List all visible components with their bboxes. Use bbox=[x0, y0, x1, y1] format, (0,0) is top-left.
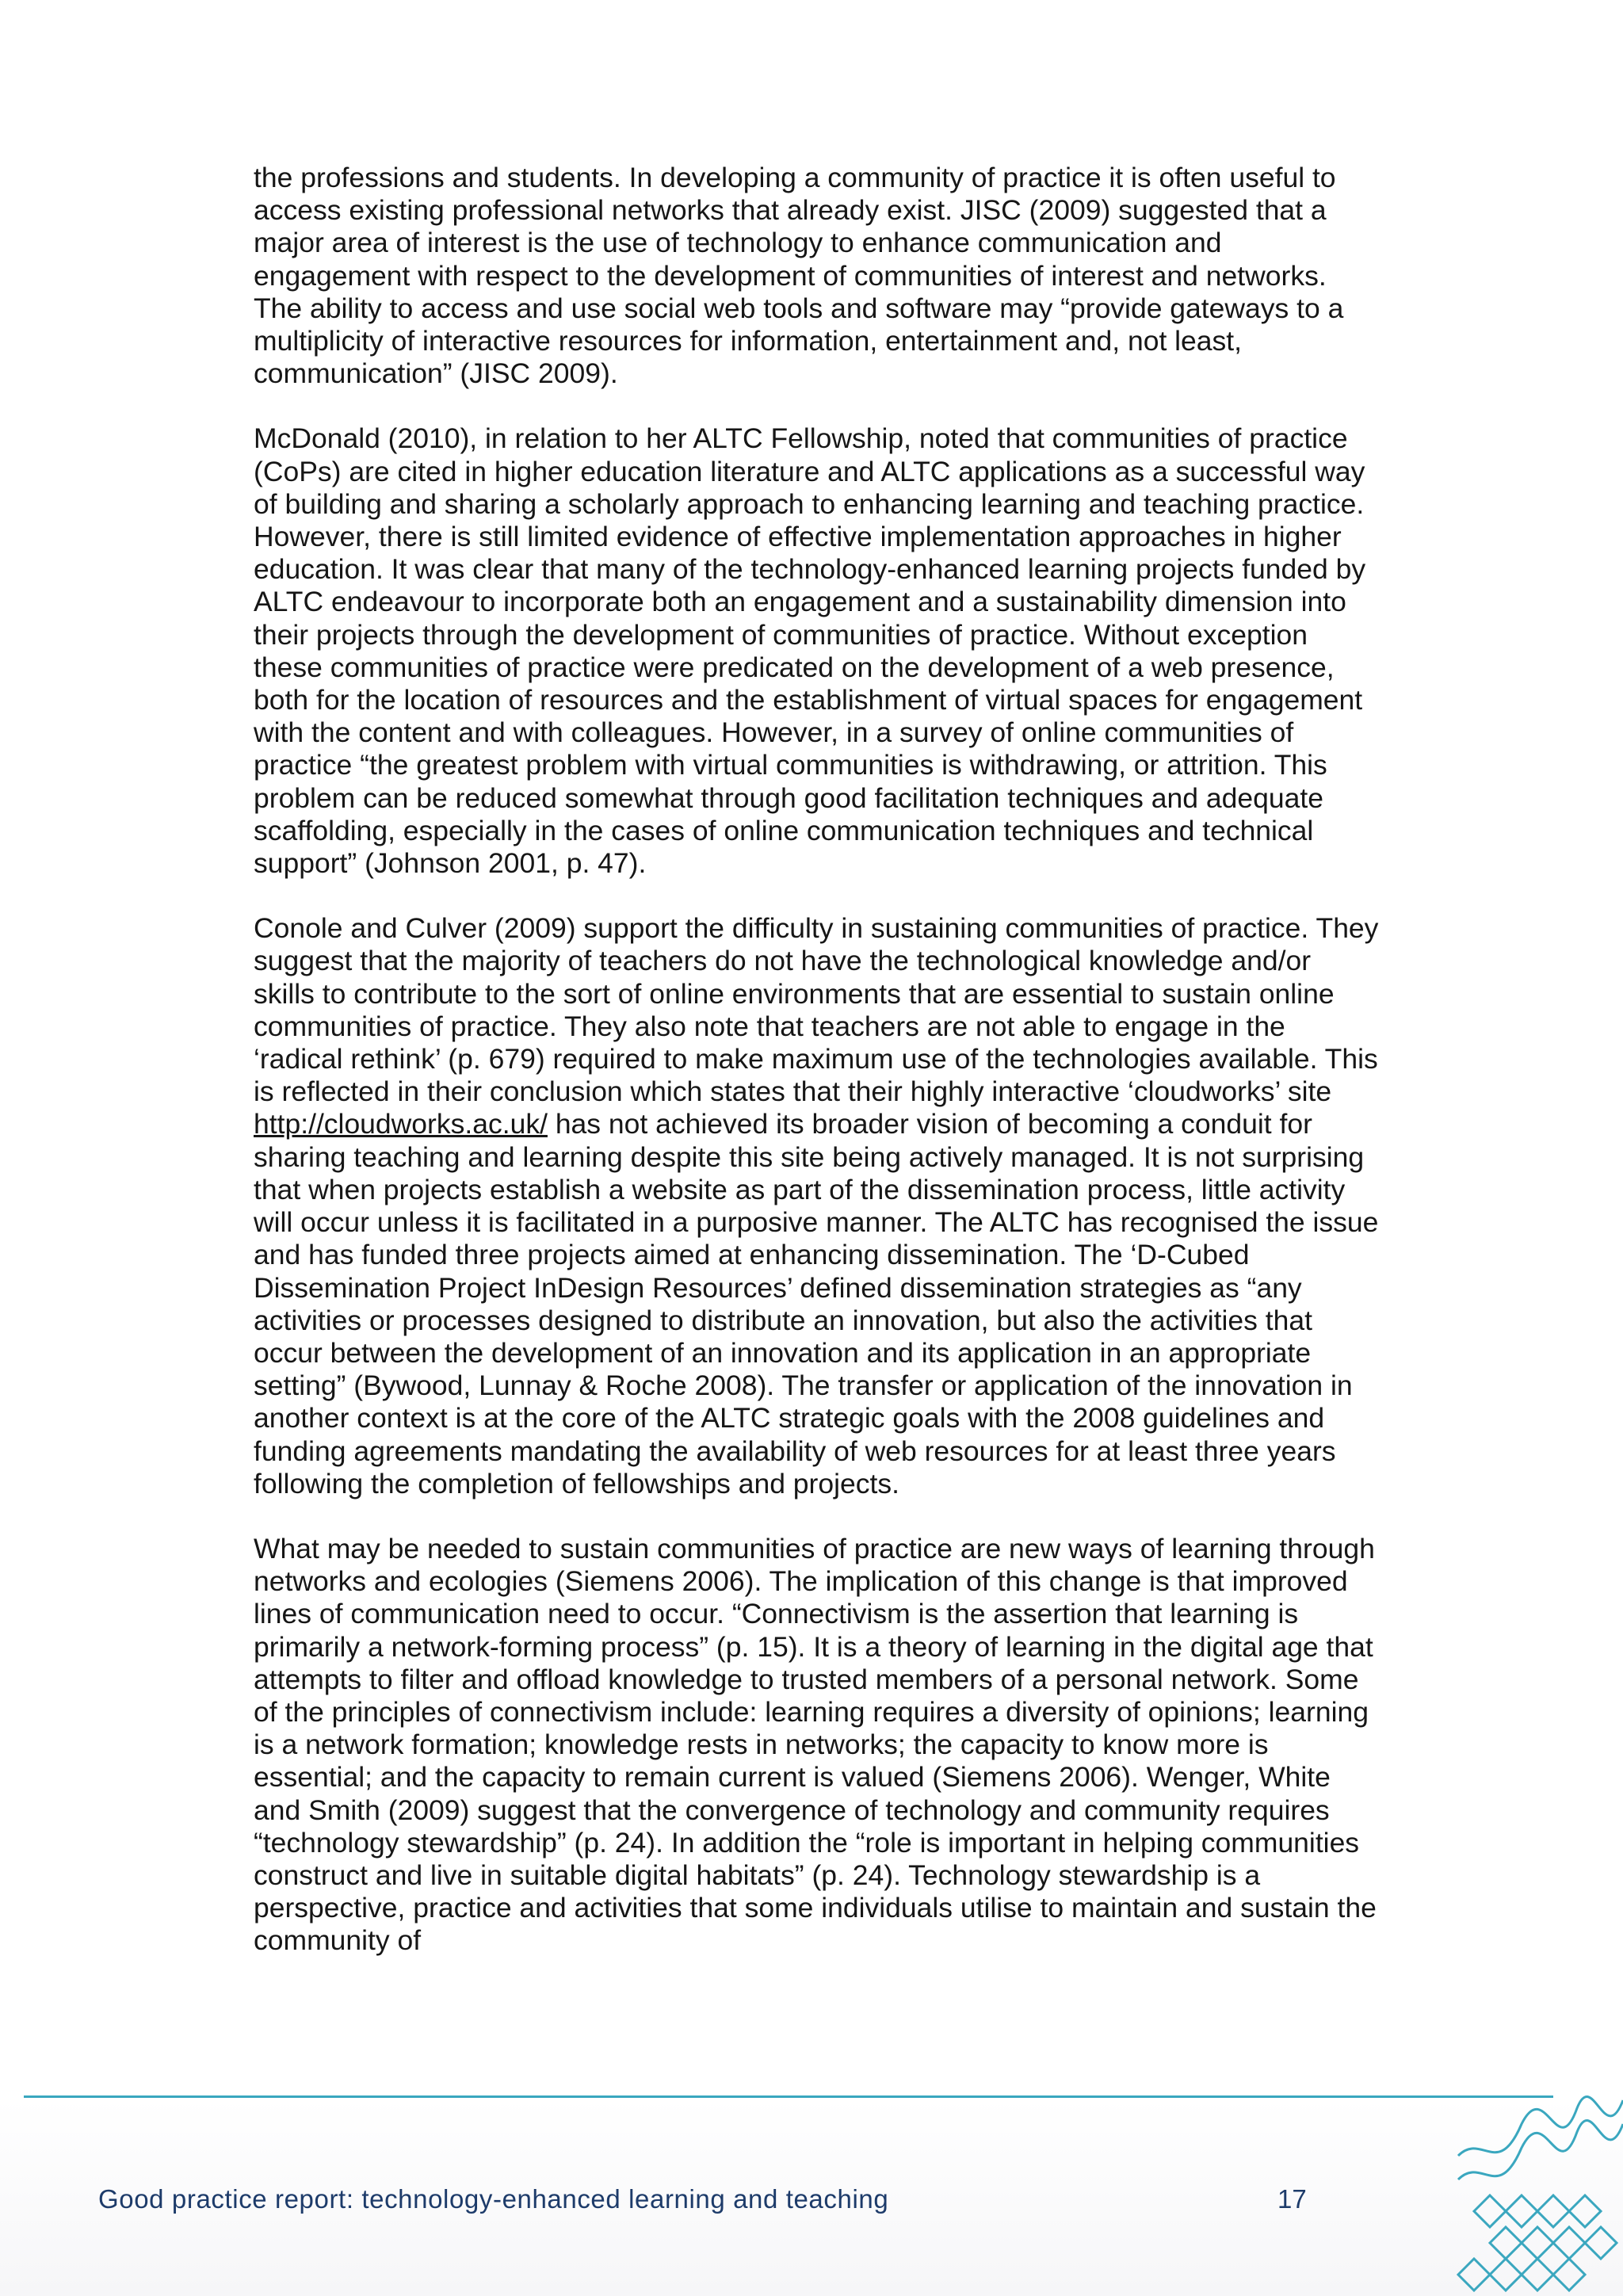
paragraph-3 bbox=[254, 912, 1379, 1500]
page-number: 17 bbox=[1277, 2184, 1307, 2214]
paragraph-2: McDonald (2010), in relation to her ALTC Fellowship, noted that communities of practice (CoPs) are cited in higher education literature and ALTC applications as a successful way of building and sharing a scholarly approach to enhancing learning and teaching practice. However, there is still limited evidence of effective implementation approaches in higher education. It was clear that many of the technology-enhanced learning projects funded by ALTC endeavour to incorporate both an engagement and a sustainability dimension into their projects through the development of communities of practice. Without exception these communities of practice were predicated on the development of a web presence, both for the location of resources and the establishment of virtual spaces for engagement with the content and with colleagues. However, in a survey of online communities of practice “the greatest problem with virtual communities is withdrawing, or attrition. This problem can be reduced somewhat through good facilitation techniques and adequate scaffolding, especially in the cases of online communication techniques and technical support” (Johnson 2001, p. 47). bbox=[254, 422, 1366, 880]
footer-rule bbox=[24, 2095, 1553, 2098]
paragraph-1: the professions and students. In developing a community of practice it is often useful to access existing professional networks that already exist. JISC (2009) suggested that a major area of interest is the use of technology to enhance communication and engagement with respect to the development of communities of interest and networks. The ability to access and use social web tools and software may “provide gateways to a multiplicity of interactive resources for information, entertainment and, not least, communication” (JISC 2009). bbox=[254, 162, 1344, 390]
paragraph-3-text-before: Conole and Culver (2009) support the difficulty in sustaining communities of practice. They suggest that the majority of teachers do not have the technological knowledge and/or skills to contribute to the sort of online environments that are essential to sustain online communities of practice. They also note that teachers are not able to engage in the ‘radical rethink’ (p. 679) required to make maximum use of the technologies available. This is reflected in their conclusion which states that their highly interactive ‘cloudworks’ site bbox=[254, 912, 1379, 1108]
paragraph-4: What may be needed to sustain communities of practice are new ways of learning through networks and ecologies (Siemens 2006). The implication of this change is that improved lines of communication need to occur. “Connectivism is the assertion that learning is primarily a network-forming process” (p. 15). It is a theory of learning in the digital age that attempts to filter and offload knowledge to trusted members of a personal network. Some of the principles of connectivism include: learning requires a diversity of opinions; learning is a network formation; knowledge rests in networks; the capacity to know more is essential; and the capacity to remain current is valued (Siemens 2006). Wenger, White and Smith (2009) suggest that the convergence of technology and community requires “technology stewardship” (p. 24). In addition the “role is important in helping communities construct and live in suitable digital habitats” (p. 24). Technology stewardship is a perspective, practice and activities that some individuals utilise to maintain and sustain the community of bbox=[254, 1532, 1377, 1957]
paragraph-3-text-after: has not achieved its broader vision of becoming a conduit for sharing teaching and learning despite this site being actively managed. It is not surprising that when projects establish a website as part of the dissemination process, little activity will occur unless it is facilitated in a purposive manner. The ALTC has recognised the issue and has funded three projects aimed at enhancing dissemination. The ‘D-Cubed Dissemination Project InDesign Resources’ defined dissemination strategies as “any activities or processes designed to distribute an innovation, but also the activities that occur between the development of an innovation and its application in an appropriate setting” (Bywood, Lunnay & Roche 2008). The transfer or application of the innovation in another context is at the core of the ALTC strategic goals with the 2008 guidelines and funding agreements mandating the availability of web resources for at least three years following the completion of fellowships and projects. bbox=[254, 1108, 1379, 1499]
body-text bbox=[254, 162, 1379, 1990]
wave-diamond-pattern-icon bbox=[1411, 2061, 1623, 2296]
cloudworks-link[interactable]: http://cloudworks.ac.uk/ bbox=[254, 1108, 548, 1140]
footer-title: Good practice report: technology-enhanced learning and teaching bbox=[98, 2184, 889, 2214]
